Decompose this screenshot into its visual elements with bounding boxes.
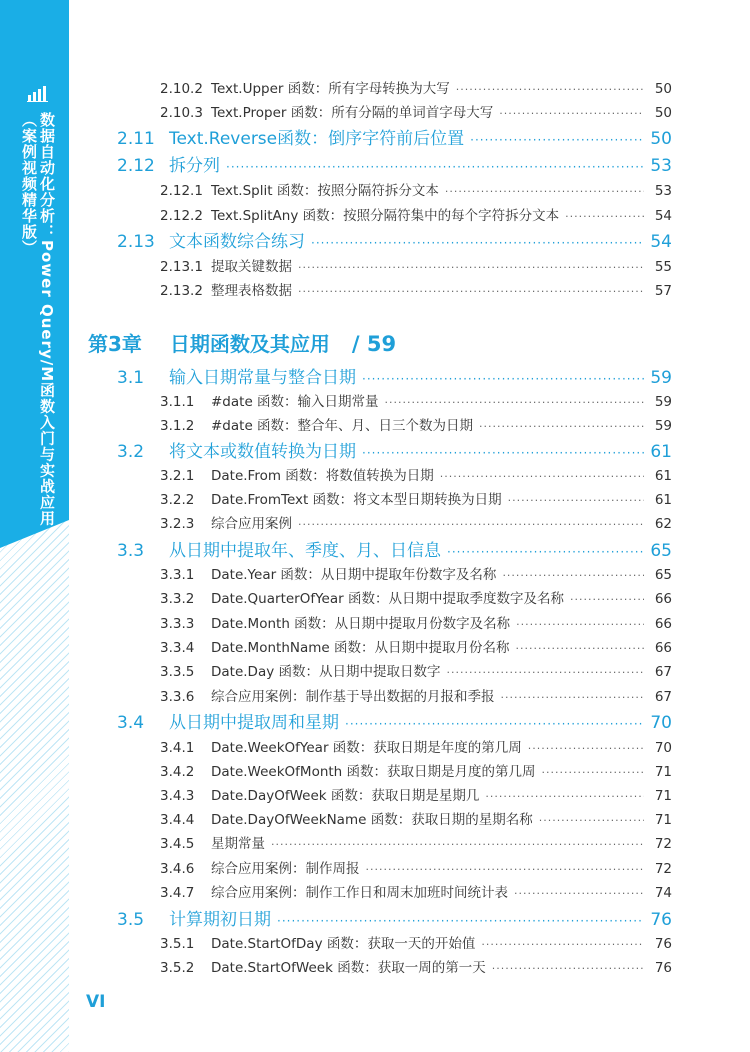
toc-section[interactable]	[117, 536, 672, 561]
toc-section-number: 3.4	[117, 713, 145, 733]
toc-entry-title: #date 函数：输入日期常量	[211, 394, 379, 410]
toc-section[interactable]	[117, 363, 672, 388]
toc-entry-title: 提取关键数据	[211, 259, 292, 275]
toc-entry-page: 59	[654, 394, 672, 410]
book-title-line1: 数据自动化分析：Power Query/M函数入门与实战应用	[38, 112, 56, 527]
page-folio: VI	[86, 992, 106, 1012]
toc-entry-title: Date.Day 函数：从日期中提取日数字	[211, 664, 441, 680]
toc-section-page: 50	[650, 129, 672, 149]
toc-section-page: 53	[650, 156, 672, 176]
leader-dots	[362, 446, 644, 460]
toc-section[interactable]	[117, 905, 672, 930]
toc-entry[interactable]	[160, 760, 672, 780]
toc-section-page: 59	[650, 368, 672, 388]
toc-entry-number: 3.4.1	[160, 740, 195, 756]
toc-entry-number: 3.5.1	[160, 936, 195, 952]
toc-entry-page: 66	[654, 640, 672, 656]
toc-entry-title: 整理表格数据	[211, 283, 292, 299]
toc-entry-title: Date.WeekOfYear 函数：获取日期是年度的第几周	[211, 740, 522, 756]
toc-entry-title: Date.Year 函数：从日期中提取年份数字及名称	[211, 567, 497, 583]
toc-section-number: 2.12	[117, 156, 155, 176]
toc-entry-number: 3.3.1	[160, 567, 195, 583]
toc-entry-page: 61	[654, 468, 672, 484]
toc-section-title: 从日期中提取周和星期	[169, 713, 339, 733]
leader-dots	[508, 494, 644, 507]
toc-section-number: 2.13	[117, 232, 155, 252]
toc-section-page: 65	[650, 541, 672, 561]
leader-dots	[514, 887, 644, 900]
toc-entry[interactable]	[160, 464, 672, 484]
toc-section-number: 2.11	[117, 129, 155, 149]
leader-dots	[481, 938, 644, 951]
leader-dots	[345, 717, 644, 731]
toc-entry-title: Text.Upper 函数：所有字母转换为大写	[211, 81, 450, 97]
toc-entry-number: 3.4.4	[160, 812, 195, 828]
toc-entry[interactable]	[160, 390, 672, 410]
toc-entry-title: Date.FromText 函数：将文本型日期转换为日期	[211, 492, 502, 508]
toc-entry-number: 3.4.6	[160, 861, 195, 877]
toc-section[interactable]	[117, 151, 672, 176]
toc-entry[interactable]	[160, 587, 672, 607]
leader-dots	[516, 642, 645, 655]
toc-section[interactable]	[117, 708, 672, 733]
leader-dots	[570, 593, 644, 606]
leader-dots	[362, 372, 644, 386]
toc-section-title: Text.Reverse函数：倒序字符前后位置	[169, 129, 465, 149]
leader-dots	[226, 160, 644, 174]
toc-section-number: 3.2	[117, 442, 145, 462]
toc-entry[interactable]	[160, 204, 672, 224]
toc-entry-page: 70	[654, 740, 672, 756]
leader-dots	[456, 83, 644, 96]
toc-section-title: 从日期中提取年、季度、月、日信息	[169, 541, 441, 561]
toc-entry[interactable]	[160, 857, 672, 877]
toc-entry[interactable]	[160, 101, 672, 121]
toc-entry-page: 65	[654, 567, 672, 583]
toc-entry-page: 66	[654, 591, 672, 607]
chapter-number: 第3章	[88, 332, 142, 356]
toc-entry-page: 55	[654, 259, 672, 275]
toc-entry[interactable]	[160, 881, 672, 901]
leader-dots	[311, 236, 644, 250]
toc-entry-page: 61	[654, 492, 672, 508]
toc-entry[interactable]	[160, 808, 672, 828]
toc-entry-number: 2.10.3	[160, 105, 203, 121]
toc-entry[interactable]	[160, 179, 672, 199]
toc-entry-number: 3.3.2	[160, 591, 195, 607]
leader-dots	[277, 914, 644, 928]
leader-dots	[542, 766, 644, 779]
toc-entry-page: 76	[654, 960, 672, 976]
toc-section[interactable]	[117, 437, 672, 462]
leader-dots	[447, 545, 644, 559]
toc-entry-page: 71	[654, 812, 672, 828]
toc-entry-title: 综合应用案例：制作工作日和周末加班时间统计表	[211, 885, 508, 901]
toc-entry-number: 2.13.1	[160, 259, 203, 275]
toc-entry-page: 67	[654, 664, 672, 680]
toc-entry-number: 2.12.1	[160, 183, 203, 199]
toc-entry-page: 71	[654, 764, 672, 780]
toc-entry-title: Date.WeekOfMonth 函数：获取日期是月度的第几周	[211, 764, 536, 780]
toc-entry[interactable]	[160, 660, 672, 680]
toc-section-title: 输入日期常量与整合日期	[169, 368, 356, 388]
bar-chart-icon	[27, 86, 49, 102]
leader-dots	[565, 210, 644, 223]
toc-entry-page: 66	[654, 616, 672, 632]
toc-entry-page: 72	[654, 836, 672, 852]
toc-entry-number: 2.13.2	[160, 283, 203, 299]
toc-entry-number: 3.3.3	[160, 616, 195, 632]
toc-entry-number: 3.1.2	[160, 418, 195, 434]
toc-entry-number: 3.4.2	[160, 764, 195, 780]
toc-section-page: 70	[650, 713, 672, 733]
toc-entry[interactable]	[160, 932, 672, 952]
toc-entry[interactable]	[160, 832, 672, 852]
leader-dots	[528, 742, 644, 755]
leader-dots	[539, 814, 644, 827]
leader-dots	[501, 691, 645, 704]
leader-dots	[445, 185, 644, 198]
toc-entry-number: 3.4.3	[160, 788, 195, 804]
toc-entry[interactable]	[160, 563, 672, 583]
toc-entry-number: 3.4.5	[160, 836, 195, 852]
toc-entry-title: Date.Month 函数：从日期中提取月份数字及名称	[211, 616, 511, 632]
toc-entry-page: 72	[654, 861, 672, 877]
toc-entry-title: 综合应用案例：制作基于导出数据的月报和季报	[211, 689, 495, 705]
toc-entry-title: Date.MonthName 函数：从日期中提取月份名称	[211, 640, 510, 656]
toc-section-title: 计算期初日期	[169, 910, 271, 930]
chapter-page: / 59	[351, 332, 397, 356]
toc-entry[interactable]	[160, 736, 672, 756]
toc-entry-page: 50	[654, 105, 672, 121]
toc-entry-page: 67	[654, 689, 672, 705]
toc-entry-title: #date 函数：整合年、月、日三个数为日期	[211, 418, 474, 434]
toc-entry-number: 3.2.3	[160, 516, 195, 532]
toc-entry-number: 3.1.1	[160, 394, 195, 410]
toc-entry-page: 62	[654, 516, 672, 532]
toc-entry-page: 53	[654, 183, 672, 199]
book-title-line2: （案例视频精华版）	[20, 112, 38, 256]
toc-section-title: 拆分列	[169, 156, 220, 176]
leader-dots	[366, 863, 645, 876]
leader-dots	[470, 133, 644, 147]
toc-section-page: 76	[650, 910, 672, 930]
toc-entry-page: 59	[654, 418, 672, 434]
toc-entry-number: 2.12.2	[160, 208, 203, 224]
book-title	[20, 112, 56, 526]
leader-dots	[479, 420, 644, 433]
leader-dots	[298, 285, 644, 298]
leader-dots	[499, 107, 644, 120]
toc-section-number: 3.3	[117, 541, 145, 561]
toc-section-number: 3.5	[117, 910, 145, 930]
toc-entry-title: 星期常量	[211, 836, 265, 852]
toc-entry-title: Date.StartOfDay 函数：获取一天的开始值	[211, 936, 476, 952]
toc-entry[interactable]	[160, 255, 672, 275]
leader-dots	[298, 518, 644, 531]
chapter-title: 日期函数及其应用	[169, 332, 330, 356]
toc-entry-number: 3.3.4	[160, 640, 195, 656]
toc-entry[interactable]	[160, 636, 672, 656]
toc-entry-page: 71	[654, 788, 672, 804]
toc-entry-number: 3.5.2	[160, 960, 195, 976]
toc-entry-title: 综合应用案例：制作周报	[211, 861, 360, 877]
toc-entry[interactable]	[160, 414, 672, 434]
chapter-heading[interactable]	[88, 328, 396, 357]
toc-entry-number: 2.10.2	[160, 81, 203, 97]
toc-section[interactable]	[117, 124, 672, 149]
leader-dots	[271, 838, 644, 851]
toc-entry-number: 3.3.6	[160, 689, 195, 705]
toc-entry-title: Text.Split 函数：按照分隔符拆分文本	[211, 183, 439, 199]
toc-entry-title: Date.DayOfWeekName 函数：获取日期的星期名称	[211, 812, 533, 828]
toc-entry-number: 3.2.1	[160, 468, 195, 484]
toc-entry-title: 综合应用案例	[211, 516, 292, 532]
toc-entry[interactable]	[160, 612, 672, 632]
leader-dots	[298, 261, 644, 274]
toc-section-number: 3.1	[117, 368, 145, 388]
leader-dots	[440, 470, 644, 483]
toc-entry-title: Text.SplitAny 函数：按照分隔符集中的每个字符拆分文本	[211, 208, 560, 224]
toc-entry-title: Text.Proper 函数：所有分隔的单词首字母大写	[211, 105, 494, 121]
toc-entry[interactable]	[160, 488, 672, 508]
toc-entry-page: 50	[654, 81, 672, 97]
toc-section-page: 61	[650, 442, 672, 462]
toc-entry-page: 54	[654, 208, 672, 224]
toc-entry[interactable]	[160, 685, 672, 705]
toc-section-title: 文本函数综合练习	[169, 232, 305, 252]
toc-entry-title: Date.StartOfWeek 函数：获取一周的第一天	[211, 960, 486, 976]
toc-entry-page: 76	[654, 936, 672, 952]
toc-entry[interactable]	[160, 956, 672, 976]
leader-dots	[516, 618, 644, 631]
toc-entry[interactable]	[160, 77, 672, 97]
toc-entry[interactable]	[160, 512, 672, 532]
toc-entry-page: 57	[654, 283, 672, 299]
toc-section-page: 54	[650, 232, 672, 252]
toc-entry-title: Date.QuarterOfYear 函数：从日期中提取季度数字及名称	[211, 591, 564, 607]
leader-dots	[492, 962, 644, 975]
toc-entry[interactable]	[160, 279, 672, 299]
toc-entry-title: Date.DayOfWeek 函数：获取日期是星期几	[211, 788, 480, 804]
toc-entry-number: 3.3.5	[160, 664, 195, 680]
leader-dots	[502, 569, 644, 582]
leader-dots	[447, 666, 644, 679]
toc-section[interactable]	[117, 227, 672, 252]
toc-entry-title: Date.From 函数：将数值转换为日期	[211, 468, 434, 484]
toc-entry[interactable]	[160, 784, 672, 804]
toc-entry-number: 3.2.2	[160, 492, 195, 508]
leader-dots	[385, 396, 644, 409]
toc-section-title: 将文本或数值转换为日期	[169, 442, 356, 462]
leader-dots	[485, 790, 644, 803]
toc-entry-page: 74	[654, 885, 672, 901]
toc-entry-number: 3.4.7	[160, 885, 195, 901]
